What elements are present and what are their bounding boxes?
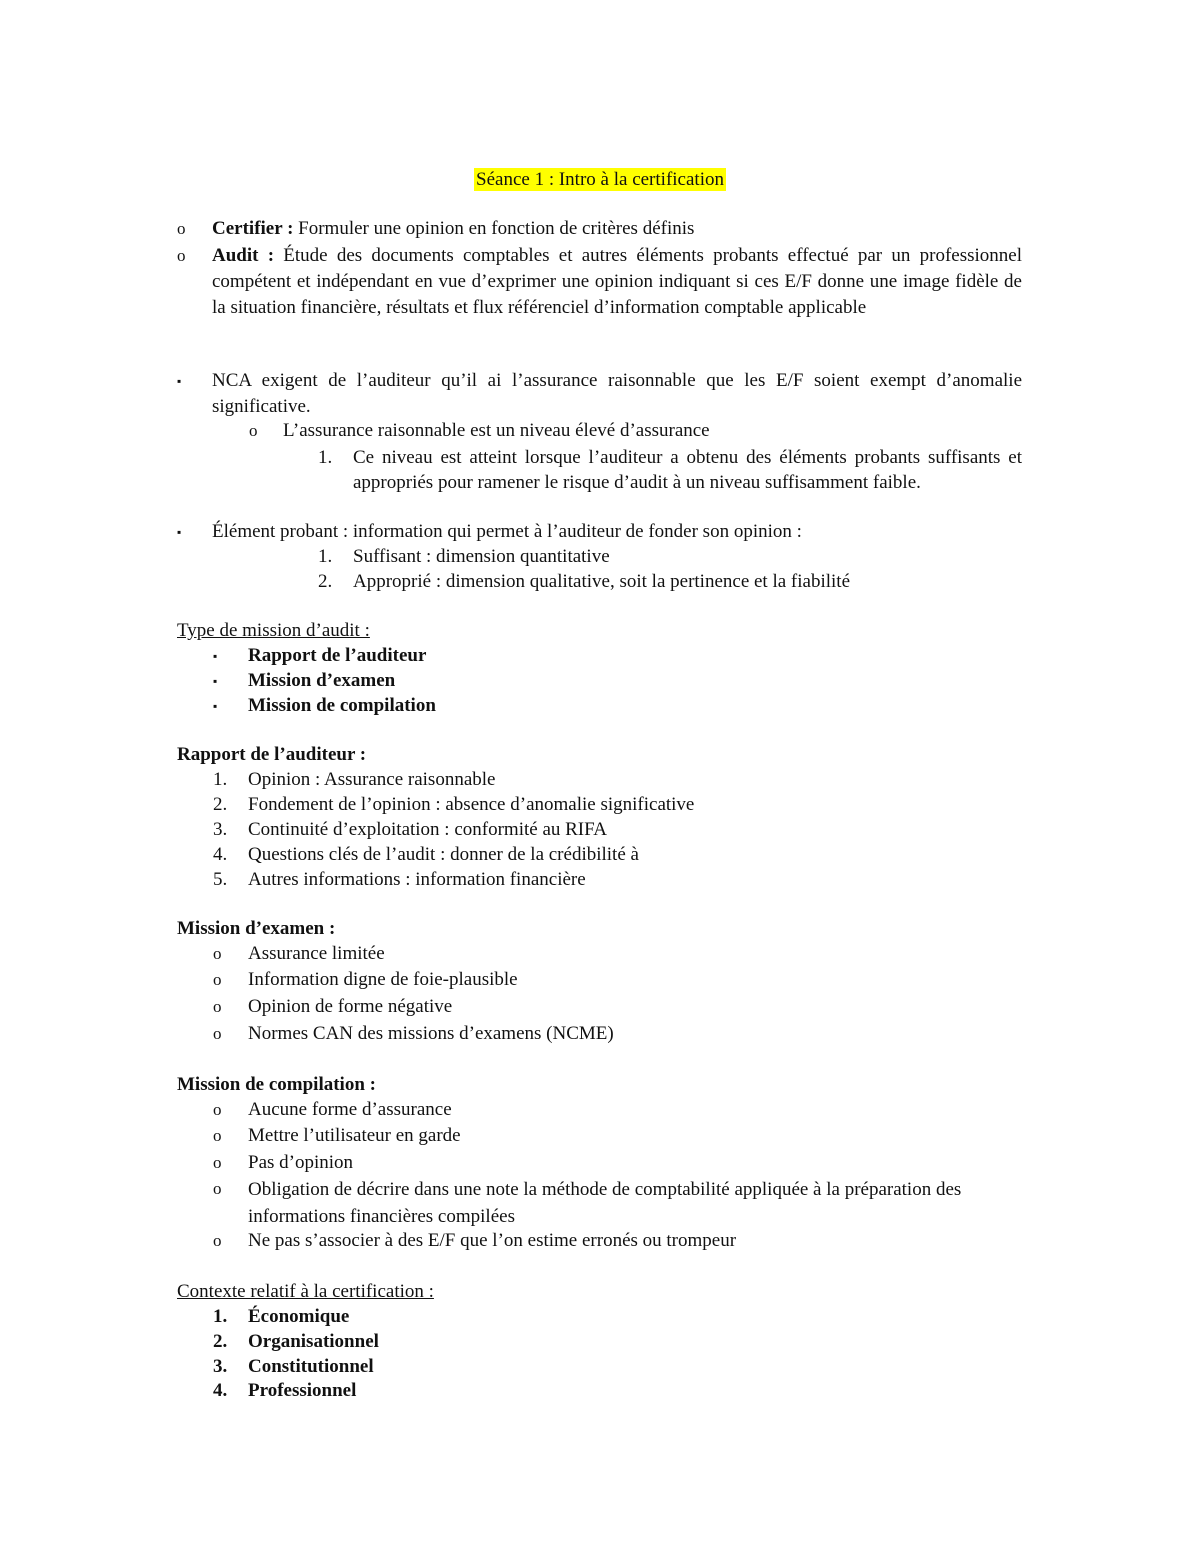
list-number: 2. <box>213 794 228 815</box>
circle-bullet-icon: o <box>213 1153 222 1172</box>
list-number: 1. <box>318 546 333 567</box>
list-item: Autres informations : information financière <box>248 869 586 890</box>
circle-bullet-icon: o <box>213 944 222 963</box>
definition-certifier: Certifier : Formuler une opinion en fonction de critères définis <box>212 218 695 239</box>
list-number: 2. <box>213 1331 228 1352</box>
list-number: 1. <box>318 447 333 468</box>
rapport-heading: Rapport de l’auditeur : <box>177 744 367 765</box>
list-item: Continuité d’exploitation : conformité au RIFA <box>248 819 608 840</box>
compilation-heading: Mission de compilation : <box>177 1074 376 1095</box>
list-item: Pas d’opinion <box>248 1152 354 1173</box>
contexte-heading: Contexte relatif à la certification : <box>177 1281 434 1302</box>
list-number: 3. <box>213 819 228 840</box>
list-item: Mission de compilation <box>248 695 436 716</box>
circle-bullet-icon: o <box>213 1024 222 1043</box>
nca-paragraph: NCA exigent de l’auditeur qu’il ai l’assurance raisonnable que les E/F soient exempt d’anomalie significative. <box>212 370 1022 417</box>
list-number: 4. <box>213 1380 228 1401</box>
element-probant-item: Élément probant : information qui permet à l’auditeur de fonder son opinion : <box>212 521 802 542</box>
assurance-item: L’assurance raisonnable est un niveau élevé d’assurance <box>283 420 710 441</box>
square-bullet-icon: ▪ <box>213 699 218 713</box>
list-item: Professionnel <box>248 1380 357 1401</box>
list-item: Rapport de l’auditeur <box>248 645 427 666</box>
circle-bullet-icon: o <box>213 1100 222 1119</box>
circle-bullet-icon: o <box>177 219 186 238</box>
list-item: Opinion : Assurance raisonnable <box>248 769 496 790</box>
square-bullet-icon: ▪ <box>177 525 182 539</box>
list-item: Information digne de foie-plausible <box>248 969 518 990</box>
circle-bullet-icon: o <box>177 246 186 265</box>
list-number: 1. <box>213 769 228 790</box>
square-bullet-icon: ▪ <box>213 674 218 688</box>
list-number: 2. <box>318 571 333 592</box>
list-item: Questions clés de l’audit : donner de la crédibilité à <box>248 844 639 865</box>
list-item: Approprié : dimension qualitative, soit la pertinence et la fiabilité <box>353 571 851 592</box>
definition-audit: Audit : Étude des documents comptables et autres éléments probants effectué par un professionnel compétent et indépendant en vue d’exprimer une opinion indiquant si ces E/F donne une image fidèle de la situation financière, résultats et flux référenciel d’information comptable applicable <box>212 245 1023 318</box>
list-item: Mettre l’utilisateur en garde <box>248 1125 461 1146</box>
circle-bullet-icon: o <box>213 1179 222 1198</box>
list-number: 5. <box>213 869 228 890</box>
list-item: Aucune forme d’assurance <box>248 1099 452 1120</box>
types-heading: Type de mission d’audit : <box>177 620 370 641</box>
circle-bullet-icon: o <box>213 1126 222 1145</box>
page-title: Séance 1 : Intro à la certification <box>476 169 724 190</box>
examen-heading: Mission d’examen : <box>177 918 336 939</box>
list-item: Opinion de forme négative <box>248 996 453 1017</box>
list-item: Ne pas s’associer à des E/F que l’on estime erronés ou trompeur <box>248 1230 737 1251</box>
circle-bullet-icon: o <box>213 1231 222 1250</box>
list-item: Mission d’examen <box>248 670 396 691</box>
list-item: Assurance limitée <box>248 943 385 964</box>
circle-bullet-icon: o <box>213 970 222 989</box>
list-item: Suffisant : dimension quantitative <box>353 546 610 567</box>
list-item: Obligation de décrire dans une note la méthode de comptabilité appliquée à la préparation des informations financières compilées <box>248 1179 962 1227</box>
circle-bullet-icon: o <box>249 421 258 440</box>
list-item: Économique <box>248 1306 350 1327</box>
list-item: Fondement de l’opinion : absence d’anomalie significative <box>248 794 695 815</box>
list-number: 4. <box>213 844 228 865</box>
square-bullet-icon: ▪ <box>177 374 182 388</box>
square-bullet-icon: ▪ <box>213 649 218 663</box>
list-item: Constitutionnel <box>248 1356 374 1377</box>
list-number: 3. <box>213 1356 228 1377</box>
list-item: Organisationnel <box>248 1331 379 1352</box>
circle-bullet-icon: o <box>213 997 222 1016</box>
list-item: Normes CAN des missions d’examens (NCME) <box>248 1023 614 1044</box>
niveau-item: Ce niveau est atteint lorsque l’auditeur a obtenu des éléments probants suffisants et appropriés pour ramener le risque d’audit à un niveau suffisamment faible. <box>353 447 1022 493</box>
list-number: 1. <box>213 1306 228 1327</box>
